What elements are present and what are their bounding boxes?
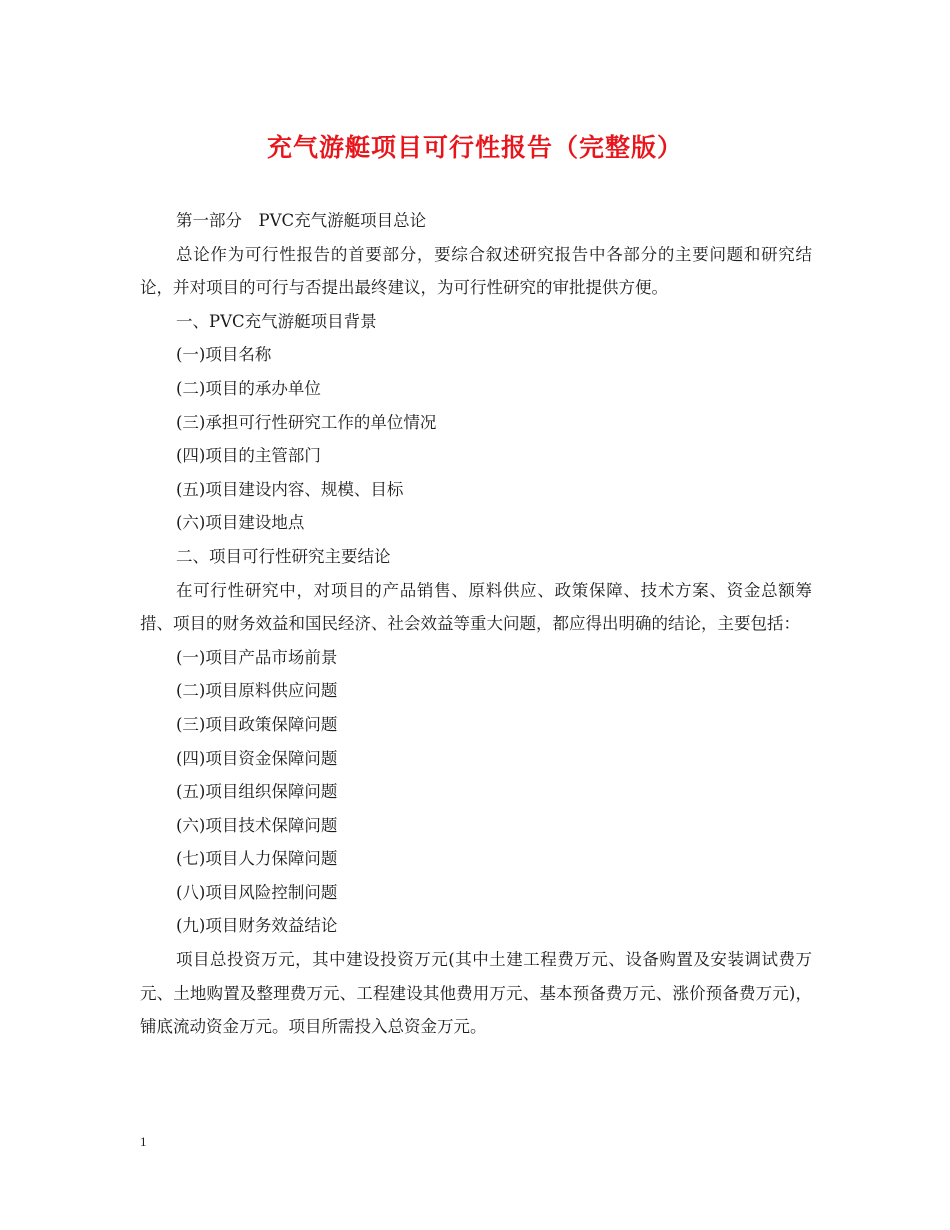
list-item: (一)项目名称 [176,345,272,365]
section-heading: 第一部分 PVC充气游艇项目总论 [176,211,427,230]
section-heading: 二、项目可行性研究主要结论 [176,546,391,566]
document-title: 充气游艇项目可行性报告（完整版） [266,133,683,162]
list-item: (八)项目风险控制问题 [176,882,338,902]
list-item: (七)项目人力保障问题 [176,849,338,869]
paragraph: 总论作为可行性报告的首要部分，要综合叙述研究报告中各部分的主要问题和研究结论，并对项目的可行与否提出最终建议，为可行性研究的审批提供方便。 [140,244,812,298]
list-item: (一)项目产品市场前景 [176,647,338,667]
list-item: (三)项目政策保障问题 [176,714,338,734]
page-number: 1 [140,1134,147,1149]
list-item: (五)项目建设内容、规模、目标 [176,479,404,499]
list-item: (四)项目的主管部门 [176,446,321,466]
list-item: (二)项目的承办单位 [176,378,321,398]
paragraph: 在可行性研究中，对项目的产品销售、原料供应、政策保障、技术方案、资金总额筹措、项目的财务效益和国民经济、社会效益等重大问题，都应得出明确的结论，主要包括： [140,580,812,634]
section-heading: 一、PVC充气游艇项目背景 [176,311,377,331]
list-item: (九)项目财务效益结论 [176,916,338,936]
list-item: (三)承担可行性研究工作的单位情况 [176,412,437,432]
document-body [140,204,812,1044]
list-item: (二)项目原料供应问题 [176,681,338,701]
list-item: (五)项目组织保障问题 [176,782,338,802]
list-item: (六)项目建设地点 [176,513,305,533]
paragraph: 项目总投资万元，其中建设投资万元(其中土建工程费万元、设备购置及安装调试费万元、土地购置及整理费万元、工程建设其他费用万元、基本预备费万元、涨价预备费万元)，铺底流动资金万元。项目所需投入总资金万元。 [140,950,812,1037]
list-item: (四)项目资金保障问题 [176,748,338,768]
list-item: (六)项目技术保障问题 [176,815,338,835]
